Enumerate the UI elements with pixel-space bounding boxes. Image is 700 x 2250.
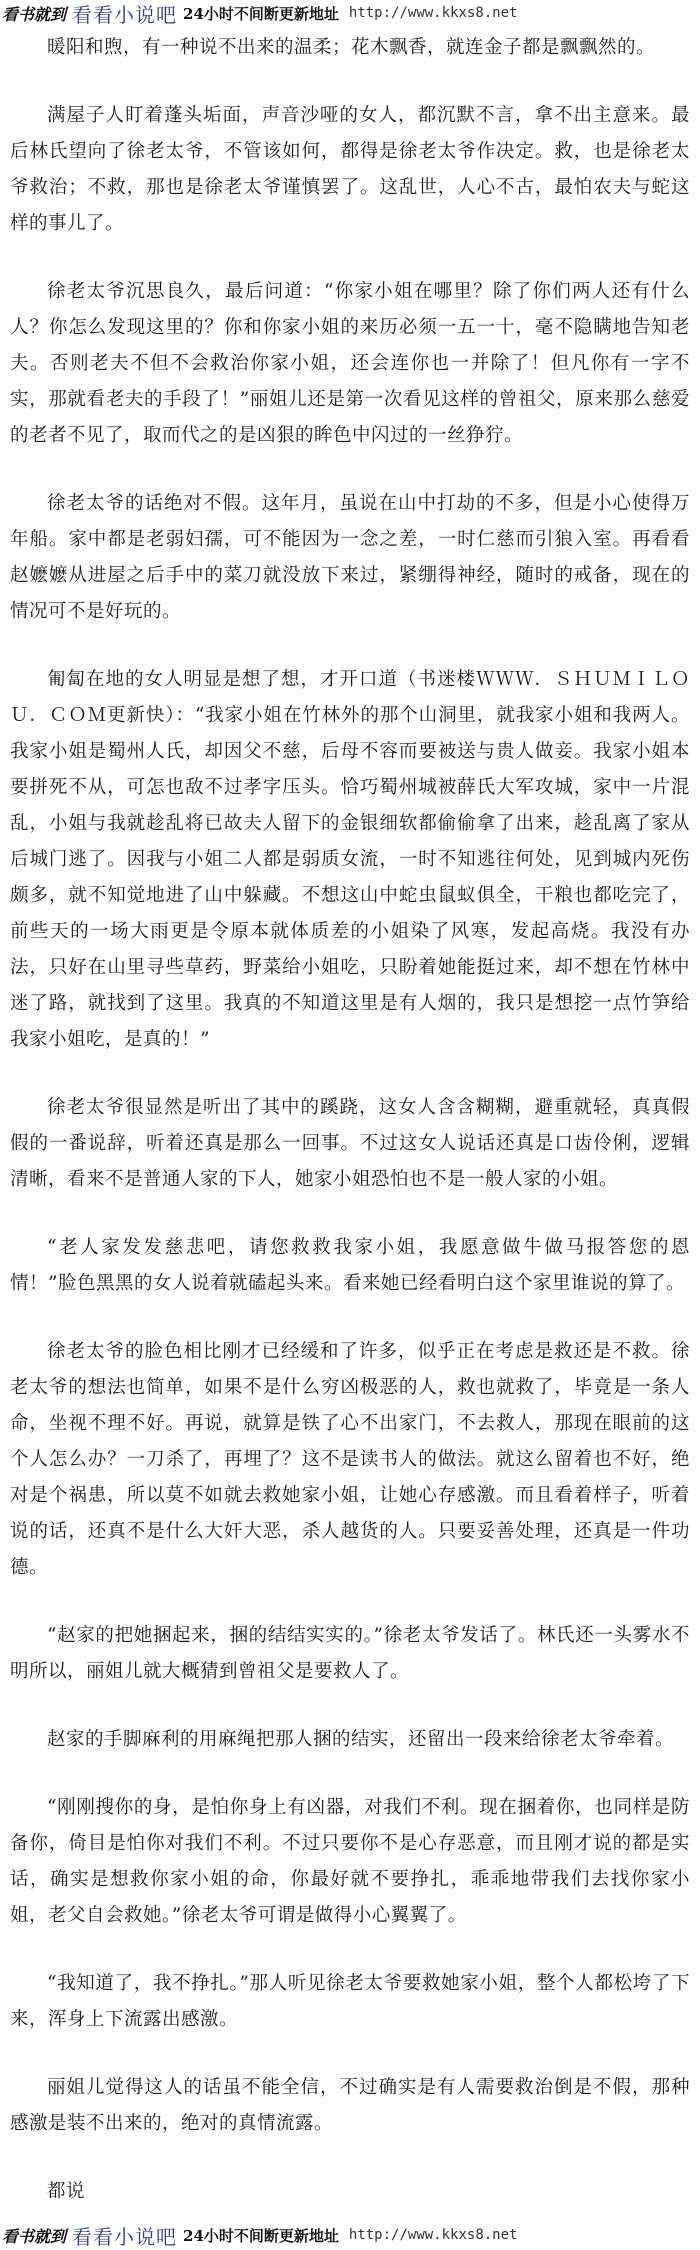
paragraph: 丽姐儿觉得这人的话虽不能全信，不过确实是有人需要救治倒是不假，那种感激是装不出来的，绝对的真情流露。 xyxy=(10,2077,690,2134)
banner-site-name[interactable]: 看看小说吧 xyxy=(72,2224,178,2249)
paragraph: 暖阳和煦，有一种说不出来的温柔；花木飘香，就连金子都是飘飘然的。 xyxy=(47,37,656,58)
paragraph: 满屋子人盯着蓬头垢面，声音沙哑的女人，都沉默不言，拿不出主意来。最后林氏望向了徐老太爷，不管该如何，都得是徐老太爷作决定。救，也是徐老太爷救治；不救，那也是徐老太爷谨慎罢了。这乱世，人心不古，最怕农夫与蛇这样的事儿了。 xyxy=(10,105,690,234)
paragraph: “赵家的把她捆起来，捆的结结实实的。”徐老太爷发话了。林氏还一头雾水不明所以，丽姐儿就大概猜到曾祖父是要救人了。 xyxy=(10,1625,690,1682)
banner-url-link[interactable]: http://www.kkxs8.net xyxy=(348,5,518,21)
top-banner xyxy=(0,0,700,26)
chapter-body xyxy=(10,30,690,2215)
paragraph: 徐老太爷沉思良久，最后问道：“你家小姐在哪里？除了你们两人还有什么人？你怎么发现这里的？你和你家小姐的来历必须一五一十，毫不隐瞒地告知老夫。否则老夫不但不会救治你家小姐，还会连你也一并除了！但凡你有一字不实，那就看老夫的手段了！”丽姐儿还是第一次看见这样的曾祖父，原来那么慈爱的老者不见了，取而代之的是凶狠的眸色中闪过的一丝狰狞。 xyxy=(10,281,690,446)
paragraph: “刚刚搜你的身，是怕你身上有凶器，对我们不利。现在捆着你，也同样是防备你，倚目是怕你对我们不利。不过只要你不是心存恶意，而且刚才说的都是实话，确实是想救你家小姐的命，你最好就不要挣扎，乖乖地带我们去找你家小姐，老父自会救她。”徐老太爷可谓是做得小心翼翼了。 xyxy=(10,1797,690,1926)
banner-prefix: 看书就到 xyxy=(2,2226,67,2246)
paragraph: 徐老太爷的脸色相比刚才已经缓和了许多，似乎正在考虑是救还是不救。徐老太爷的想法也简单，如果不是什么穷凶极恶的人，救也就救了，毕竟是一条人命，坐视不理不好。再说，就算是铁了心不出家门，不去救人，那现在眼前的这个人怎么办？一刀杀了，再埋了？这不是读书人的做法。就这么留着也不好，绝对是个祸患，所以莫不如就去救她家小姐，让她心存感激。而且看着样子，听着说的话，还真不是什么大奸大恶，杀人越货的人。只要妥善处理，还真是一件功德。 xyxy=(10,1341,690,1578)
paragraph: 赵家的手脚麻利的用麻绳把那人捆的结实，还留出一段来给徐老太爷牵着。 xyxy=(47,1729,675,1750)
paragraph: 徐老太爷的话绝对不假。这年月，虽说在山中打劫的不多，但是小心使得万年船。家中都是老弱妇孺，可不能因为一念之差，一时仁慈而引狼入室。再看看赵嬷嬷从进屋之后手中的菜刀就没放下来过，紧绷得神经，随时的戒备，现在的情况可不是好玩的。 xyxy=(10,493,690,622)
bottom-banner xyxy=(0,2222,700,2248)
banner-url-link[interactable]: http://www.kkxs8.net xyxy=(348,2227,518,2243)
paragraph: “我知道了，我不挣扎。”那人听见徐老太爷要救她家小姐，整个人都松垮了下来，浑身上下流露出感激。 xyxy=(10,1973,690,2030)
banner-note: 24小时不间断更新地址 xyxy=(183,2226,339,2245)
paragraph: 都说 xyxy=(47,2181,86,2202)
banner-prefix: 看书就到 xyxy=(2,4,67,24)
paragraph: “老人家发发慈悲吧，请您救救我家小姐，我愿意做牛做马报答您的恩情！”脸色黑黑的女人说着就磕起头来。看来她已经看明白这个家里谁说的算了。 xyxy=(10,1237,690,1294)
paragraph: 匍匐在地的女人明显是想了想，才开口道（书迷楼ＷＷＷ．ＳＨＵＭＩＬＯＵ．ＣＯＭ更新快）：“我家小姐在竹林外的那个山洞里，就我家小姐和我两人。我家小姐是蜀州人氏，却因父不慈，后母不容而要被送与贵人做妾。我家小姐本要拼死不从，可怎也敌不过孝字压头。恰巧蜀州城被薛氏大军攻城，家中一片混乱，小姐与我就趁乱将已故夫人留下的金银细软都偷偷拿了出来，趁乱离了家从后城门逃了。因我与小姐二人都是弱质女流，一时不知逃往何处，见到城内死伤颇多，就不知觉地进了山中躲藏。不想这山中蛇虫鼠蚁俱全，干粮也都吃完了，前些天的一场大雨更是令原本就体质差的小姐染了风寒，发起高烧。我没有办法，只好在山里寻些草药，野菜给小姐吃，只盼着她能挺过来，却不想在竹林中迷了路，就找到了这里。我真的不知道这里是有人烟的，我只是想挖一点竹笋给我家小姐吃，是真的！” xyxy=(10,669,690,1050)
paragraph: 徐老太爷很显然是听出了其中的蹊跷，这女人含含糊糊，避重就轻，真真假假的一番说辞，听着还真是那么一回事。不过这女人说话还真是口齿伶俐，逻辑清晰，看来不是普通人家的下人，她家小姐恐怕也不是一般人家的小姐。 xyxy=(10,1097,690,1190)
banner-note: 24小时不间断更新地址 xyxy=(183,4,339,23)
banner-site-name[interactable]: 看看小说吧 xyxy=(72,2,178,27)
